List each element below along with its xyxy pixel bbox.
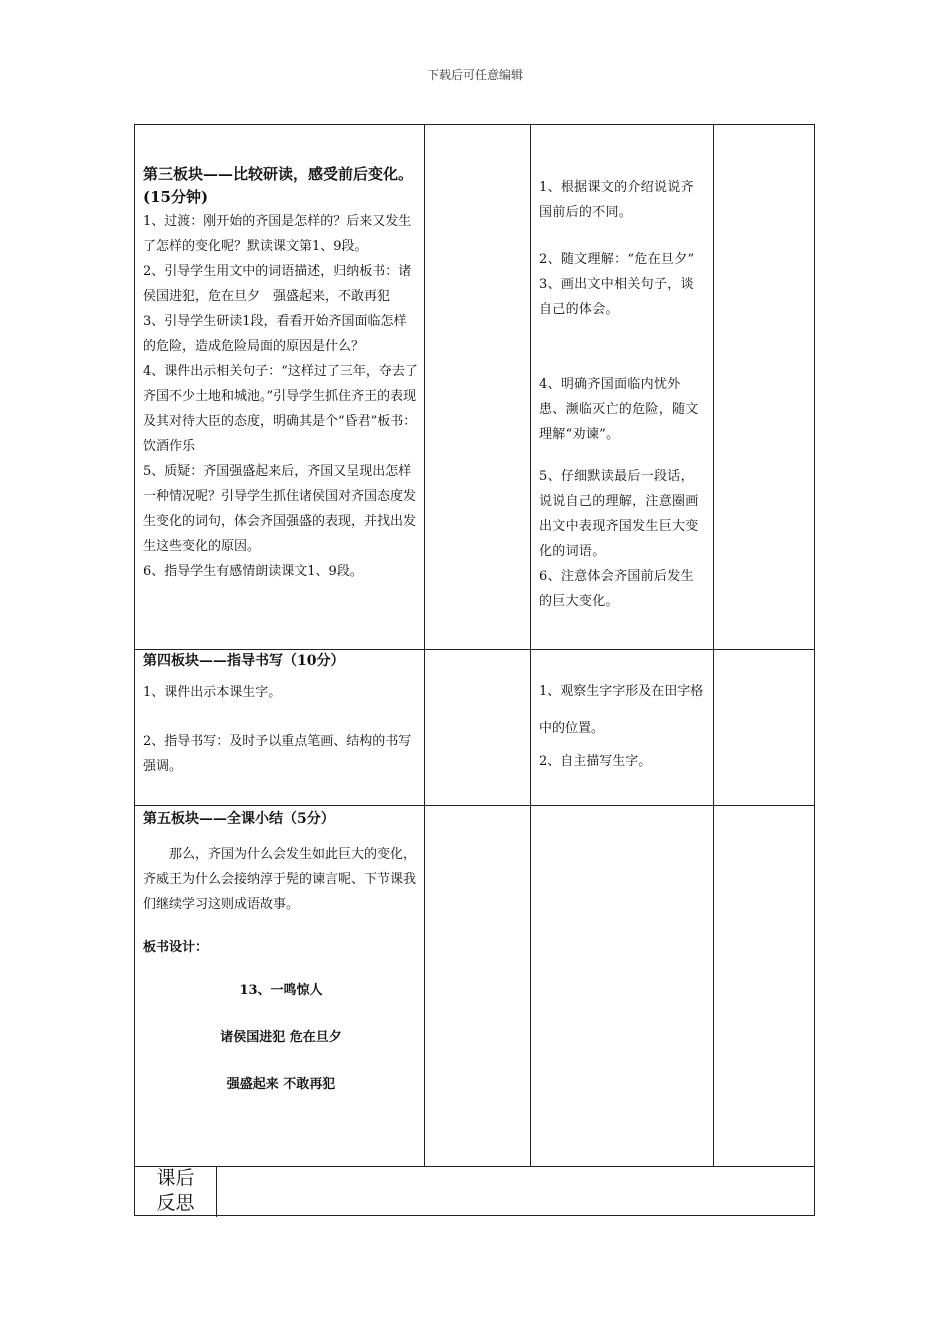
section4-student-cell (539, 673, 707, 777)
board-line: 强盛起来 不敢再犯 (226, 1077, 336, 1092)
section4-student-item: 2、自主描写生字。 (539, 754, 652, 769)
reflection-content[interactable] (217, 1167, 814, 1216)
section3-student-cell (539, 175, 707, 614)
section4-student-item: 1、观察生字字形及在田字格中的位置。 (539, 684, 704, 736)
section3-title: 第三板块——比较研读，感受前后变化。(15分钟) (143, 165, 414, 206)
section3-student-item: 2、随文理解：“危在旦夕” (539, 252, 695, 267)
column-divider-2 (530, 125, 531, 1166)
section3-teacher-cell (143, 163, 419, 584)
section3-line: 6、指导学生有感情朗读课文1、9段。 (143, 564, 363, 579)
section3-line: 2、引导学生用文中的词语描述，归纳板书：诸侯国进犯，危在旦夕 强盛起来，不敢再犯 (143, 264, 412, 304)
section4-line: 1、课件出示本课生字。 (143, 685, 282, 700)
page-header: 下载后可任意编辑 (426, 68, 523, 82)
board-line: 诸侯国进犯 危在旦夕 (220, 1030, 342, 1045)
section3-student-item: 1、根据课文的介绍说说齐国前后的不同。 (539, 180, 694, 220)
column-divider-3 (713, 125, 714, 1166)
reflection-label (135, 1166, 216, 1216)
row-divider-2 (135, 805, 814, 806)
board-design-label: 板书设计： (143, 940, 209, 955)
reflection-label-line: 反思 (156, 1192, 195, 1214)
section3-line: 3、引导学生研读1段，看看开始齐国面临怎样的危险，造成危险局面的原因是什么？ (143, 314, 407, 354)
section3-student-item: 3、画出文中相关句子，谈自己的体会。 (539, 277, 694, 317)
section5-teacher-cell (143, 808, 419, 1097)
section5-paragraph: 那么，齐国为什么会发生如此巨大的变化，齐威王为什么会接纳淳于髡的谏言呢、下节课我们继续学习这则成语故事。 (143, 847, 417, 912)
section5-title: 第五板块——全课小结（5分） (143, 811, 335, 827)
section3-student-item: 6、注意体会齐国前后发生的巨大变化。 (539, 569, 694, 609)
section3-student-item: 5、仔细默读最后一段话，说说自己的理解，注意圈画出文中表现齐国发生巨大变化的词语。 (539, 469, 699, 559)
section4-line: 2、指导书写：及时予以重点笔画、结构的书写强调。 (143, 734, 412, 774)
board-line: 13、一鸣惊人 (239, 983, 323, 998)
section3-line: 1、过渡：刚开始的齐国是怎样的？后来又发生了怎样的变化呢？默读课文第1、9段。 (143, 214, 412, 254)
column-divider-1 (424, 125, 425, 1166)
section4-teacher-cell (143, 650, 419, 779)
lesson-table (134, 124, 815, 1216)
reflection-label-line: 课后 (156, 1167, 195, 1189)
section3-student-item: 4、明确齐国面临内忧外患、濒临灭亡的危险，随文理解“劝谏”。 (539, 377, 699, 442)
section3-line: 5、质疑：齐国强盛起来后，齐国又呈现出怎样一种情况呢？引导学生抓住诸侯国对齐国态度发生变化的词句，体会齐国强盛的表现，并找出发生这些变化的原因。 (143, 464, 417, 554)
section3-line: 4、课件出示相关句子：“这样过了三年，夺去了齐国不少土地和城池。”引导学生抓住齐王的表现及其对待大臣的态度，明确其是个“昏君”板书：饮酒作乐 (143, 364, 418, 454)
section4-title: 第四板块——指导书写（10分） (143, 653, 345, 669)
